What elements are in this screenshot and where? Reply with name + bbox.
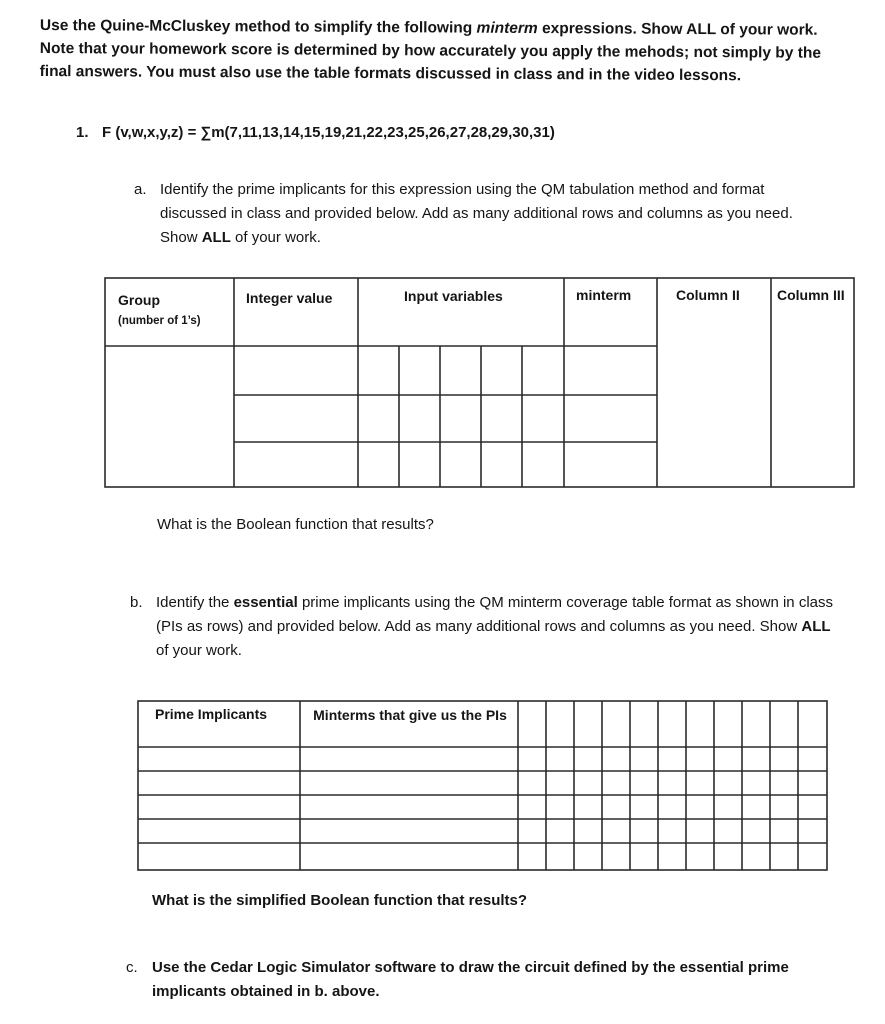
instructions-paragraph	[40, 14, 840, 88]
header-group-subtitle: (number of 1’s)	[118, 315, 201, 327]
instructions-emphasis: minterm	[476, 19, 538, 38]
part-b-bold-2: ALL	[801, 618, 831, 635]
part-c-letter: c.	[126, 959, 138, 976]
question-1-expression: F (v,w,x,y,z) = ∑m(7,11,13,14,15,19,21,22,23,25,26,27,28,29,30,31)	[102, 124, 555, 141]
part-a-instructions	[134, 178, 810, 250]
question-1-number: 1.	[76, 124, 89, 141]
header-integer-value: Integer value	[246, 290, 333, 306]
part-a-text: Identify the prime implicants for this expression using the QM tabulation method and format discussed in class and provided below. Add as many additional rows and columns as you need. Show	[160, 181, 793, 246]
part-b-text-3: of your work.	[156, 642, 242, 659]
header-minterms: Minterms that give us the PIs	[313, 707, 507, 723]
part-b-instructions	[130, 591, 836, 663]
part-b-text-2: prime implicants using the QM minterm coverage table format as shown in class (PIs as rows) and provided below. Add as many additional rows and columns as you need. Show	[156, 594, 833, 635]
header-prime-implicants: Prime Implicants	[155, 706, 268, 722]
instructions-text-1: Use the Quine-McCluskey method to simplify the following	[39, 16, 477, 37]
header-column-ii: Column II	[676, 287, 740, 303]
pi-coverage-table	[137, 700, 829, 872]
part-b-letter: b.	[130, 594, 143, 611]
header-minterm: minterm	[576, 287, 632, 303]
part-c-instructions	[126, 956, 832, 1004]
header-input-variables: Input variables	[404, 288, 503, 304]
pi-table-grid	[137, 700, 829, 872]
part-a-bold: ALL	[201, 229, 231, 246]
question-1	[76, 124, 555, 141]
header-column-iii: Column III	[777, 287, 845, 303]
pi-table-border	[138, 701, 827, 870]
part-b-text-1: Identify the	[156, 594, 234, 611]
qm-tabulation-table	[104, 277, 856, 489]
part-b-question: What is the simplified Boolean function that results?	[152, 892, 528, 909]
part-a-text-end: of your work.	[230, 229, 321, 246]
instructions-text-2: expressions. Show ALL of your work. Note that your homework score is determined by how accurately you apply the mehods; not simply by the final answers. You must also use the table formats discussed in class and in the video lessons.	[39, 20, 822, 85]
part-c-text: Use the Cedar Logic Simulator software to draw the circuit defined by the essential prime implicants obtained in b. above.	[152, 959, 789, 1000]
part-a-letter: a.	[134, 181, 147, 198]
header-group: Group	[118, 292, 160, 308]
part-b-bold-1: essential	[233, 594, 298, 611]
qm-table-grid	[104, 277, 856, 489]
qm-table-border	[105, 278, 854, 487]
part-a-question: What is the Boolean function that results?	[157, 516, 434, 533]
